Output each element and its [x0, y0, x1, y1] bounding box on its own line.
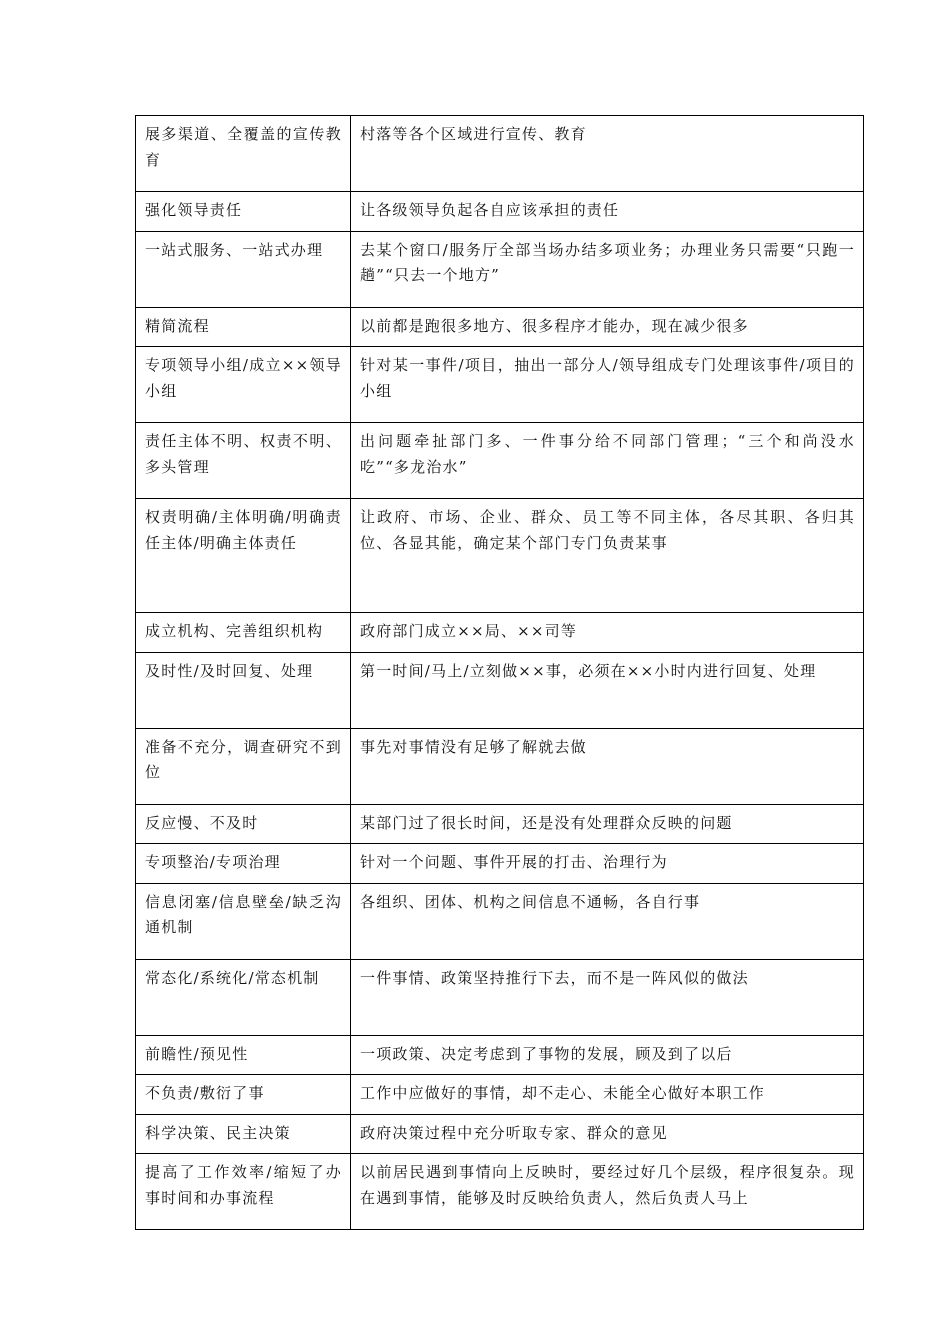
term-cell: 责任主体不明、权责不明、多头管理: [136, 423, 351, 499]
table-row: [136, 307, 864, 347]
term-cell: 提高了工作效率/缩短了办事时间和办事流程: [136, 1154, 351, 1230]
term-cell: 权责明确/主体明确/明确责任主体/明确主体责任: [136, 499, 351, 613]
description-cell: 针对一个问题、事件开展的打击、治理行为: [351, 844, 864, 884]
term-cell: 反应慢、不及时: [136, 804, 351, 844]
table-row: [136, 652, 864, 728]
table-row: [136, 613, 864, 653]
term-cell: 常态化/系统化/常态机制: [136, 959, 351, 1035]
table-row: [136, 231, 864, 307]
term-cell: 信息闭塞/信息壁垒/缺乏沟通机制: [136, 883, 351, 959]
term-cell: 前瞻性/预见性: [136, 1035, 351, 1075]
table-row: [136, 1075, 864, 1115]
description-cell: 工作中应做好的事情，却不走心、未能全心做好本职工作: [351, 1075, 864, 1115]
table-row: [136, 1035, 864, 1075]
term-cell: 不负责/敷衍了事: [136, 1075, 351, 1115]
term-cell: 一站式服务、一站式办理: [136, 231, 351, 307]
description-cell: 第一时间/马上/立刻做××事，必须在××小时内进行回复、处理: [351, 652, 864, 728]
table-row: [136, 347, 864, 423]
description-cell: 以前都是跑很多地方、很多程序才能办，现在减少很多: [351, 307, 864, 347]
description-cell: 政府部门成立××局、××司等: [351, 613, 864, 653]
description-cell: 针对某一事件/项目，抽出一部分人/领导组成专门处理该事件/项目的小组: [351, 347, 864, 423]
term-cell: 强化领导责任: [136, 192, 351, 232]
table-row: [136, 883, 864, 959]
table-row: [136, 844, 864, 884]
description-cell: 一项政策、决定考虑到了事物的发展，顾及到了以后: [351, 1035, 864, 1075]
description-cell: 让各级领导负起各自应该承担的责任: [351, 192, 864, 232]
table-row: [136, 1114, 864, 1154]
terms-table: [135, 115, 864, 1230]
table-row: [136, 499, 864, 613]
description-cell: 让政府、市场、企业、群众、员工等不同主体，各尽其职、各归其位、各显其能，确定某个部门专门负责某事: [351, 499, 864, 613]
description-cell: 以前居民遇到事情向上反映时，要经过好几个层级，程序很复杂。现在遇到事情，能够及时反映给负责人，然后负责人马上: [351, 1154, 864, 1230]
term-cell: 科学决策、民主决策: [136, 1114, 351, 1154]
description-cell: 各组织、团体、机构之间信息不通畅，各自行事: [351, 883, 864, 959]
table-row: [136, 1154, 864, 1230]
table-row: [136, 959, 864, 1035]
term-cell: 精简流程: [136, 307, 351, 347]
term-cell: 专项整治/专项治理: [136, 844, 351, 884]
table-row: [136, 116, 864, 192]
description-cell: 某部门过了很长时间，还是没有处理群众反映的问题: [351, 804, 864, 844]
terms-table-body: [136, 116, 864, 1230]
description-cell: 去某个窗口/服务厅全部当场办结多项业务；办理业务只需要“只跑一趟”“只去一个地方”: [351, 231, 864, 307]
description-cell: 政府决策过程中充分听取专家、群众的意见: [351, 1114, 864, 1154]
table-row: [136, 192, 864, 232]
table-row: [136, 804, 864, 844]
description-cell: 村落等各个区域进行宣传、教育: [351, 116, 864, 192]
term-cell: 成立机构、完善组织机构: [136, 613, 351, 653]
term-cell: 展多渠道、全覆盖的宣传教育: [136, 116, 351, 192]
description-cell: 一件事情、政策坚持推行下去，而不是一阵风似的做法: [351, 959, 864, 1035]
terms-table-container: [135, 115, 863, 1230]
description-cell: 出问题牵扯部门多、一件事分给不同部门管理；“三个和尚没水吃”“多龙治水”: [351, 423, 864, 499]
term-cell: 及时性/及时回复、处理: [136, 652, 351, 728]
table-row: [136, 423, 864, 499]
description-cell: 事先对事情没有足够了解就去做: [351, 728, 864, 804]
table-row: [136, 728, 864, 804]
term-cell: 准备不充分，调查研究不到位: [136, 728, 351, 804]
term-cell: 专项领导小组/成立××领导小组: [136, 347, 351, 423]
